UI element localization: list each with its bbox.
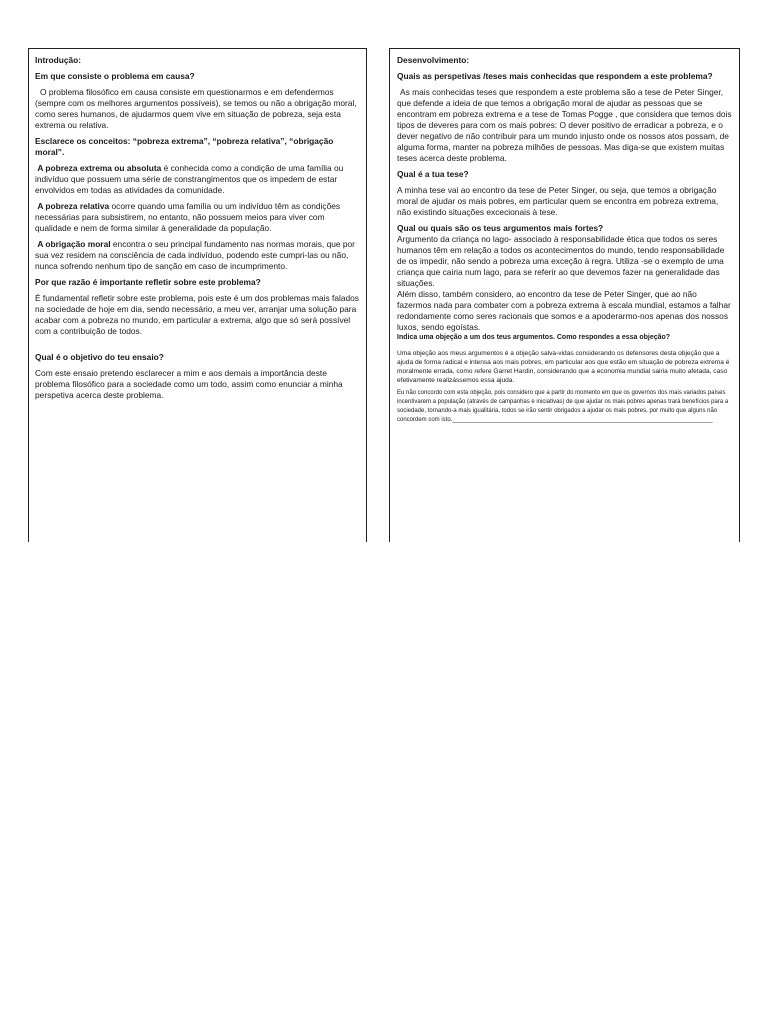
term-moral-obligation: A obrigação moral [37, 239, 111, 249]
intro-heading: Introdução: [35, 55, 82, 65]
development-heading: Desenvolvimento: [397, 55, 470, 65]
question-objection: Indica uma objeção a um dos teus argumentos. Como respondes a essa objeção? [397, 334, 671, 341]
text-relative-poverty: ocorre quando uma família ou um indivíduo têm as condições necessárias para subsistirem, no entanto, não possuem meios para viver com qualidade e nem de forma similar à generalidade da população. [35, 201, 341, 233]
question-problem: Em que consiste o problema em causa? [35, 71, 195, 81]
term-relative-poverty: A pobreza relativa [37, 201, 110, 211]
left-column [28, 48, 367, 542]
question-arguments: Qual ou quais são os teus argumentos mais fortes? [397, 223, 604, 233]
right-column [389, 48, 740, 542]
definition-relative-poverty [35, 201, 360, 234]
answer-objection: Uma objeção aos meus argumentos é a objeção salva-vidas considerando os defensores desta objeção que a ajuda de forma radical e intensa aos mais pobres, em particular aos que estão em situação de pobreza extrema é moralmente errada, como refere Garret Hardin, considerando que a economia mundial sairia muito afetada, caso efetivamente realizássemos essa ajuda. [397, 350, 730, 384]
definition-moral-obligation [35, 239, 360, 272]
term-extreme-poverty: A pobreza extrema ou absoluta [37, 163, 162, 173]
question-thesis: Qual é a tua tese? [397, 169, 469, 179]
answer-perspectives: As mais conhecidas teses que respondem a este problema são a tese de Peter Singer, que defende a ideia de que temos a obrigação moral de ajudar as pessoas que se encontram em pobreza extrema e a tese de Tomas Pogge , que considera que temos dois tipos de deveres para com os mais pobres: O dever positivo de erradicar a pobreza, e o dever negativo de não contribuir para um mundo injusto onde os nossos atos possam, de alguma forma, manter na pobreza milhões de pessoas. Mas diga-se que existem muitas teses acerca deste problema. [397, 87, 732, 163]
question-objective: Qual é o objetivo do teu ensaio? [35, 352, 164, 362]
answer-reply: Eu não concordo com esta objeção, pois considero que a partir do momento em que os governos dos mais variados países incentivarem a população (através de campanhas e iniciativas) de que ajudar os mais pobres apenas trará benefícios para a sociedade, tornando-a mais igualitária, todos se irão sentir obrigados a ajudar os mais pobres, por muito que alguns não concordem com isto.______________________________________________________________________________ [397, 390, 729, 423]
question-concepts: Esclarece os conceitos: “pobreza extrema”, “pobreza relativa”, “obrigação moral”. [35, 136, 334, 157]
answer-objective: Com este ensaio pretendo esclarecer a mim e aos demais a importância deste problema filosófico para a sociedade como um todo, assim como enunciar a minha perspetiva acerca deste problema. [35, 368, 343, 400]
question-importance: Por que razão é importante refletir sobre este problema? [35, 277, 261, 287]
answer-importance: É fundamental refletir sobre este problema, pois este é um dos problemas mais falados na sociedade de hoje em dia, sendo necessário, a meu ver, arranjar uma solução para acabar com a pobreza no mundo, em particular a extrema, algo que só será possível com a contribuição de todos. [35, 293, 359, 336]
definition-extreme-poverty [35, 163, 360, 196]
question-perspectives: Quais as perspetivas /teses mais conhecidas que respondem a este problema? [397, 71, 713, 81]
argument-singer: Além disso, também considero, ao encontro da tese de Peter Singer, que ao não fazermos nada para combater com a pobreza extrema à escala mundial, estamos a falhar redondamente como seres racionais que somos e a apoderarmo-nos apenas dos nossos luxos, sendo egoístas. [397, 289, 731, 332]
answer-thesis: A minha tese vai ao encontro da tese de Peter Singer, ou seja, que temos a obrigação moral de ajudar os mais pobres, em particular quem se encontra em pobreza extrema, não existindo situações excecionais à tese. [397, 185, 719, 217]
answer-problem: O problema filosófico em causa consiste em questionarmos e em defendermos (sempre com os melhores argumentos possíveis), se temos ou não a obrigação moral, como seres humanos, de ajudarmos quem vive em situação de pobreza, seja esta extrema ou relativa. [35, 87, 357, 130]
text-extreme-poverty: é conhecida como a condição de uma família ou indivíduo que possuem uma série de constrangimentos que os impedem de estar envolvidos em todas as atividades da comunidade. [35, 163, 344, 195]
argument-child-lake: Argumento da criança no lago- associado à responsabilidade ética que todos os seres humanos têm em relação a todos os acontecimentos do mundo, tendo responsabilidade de os impedir, não sendo a pobreza uma exceção à regra. Utiliza -se o exemplo de uma criança que cairia num lago, para se referir ao que devemos fazer na generalidade das situações. [397, 234, 725, 288]
text-moral-obligation: encontra o seu principal fundamento nas normas morais, que por sua vez residem na consciência de cada indivíduo, podendo este cumpri-las ou não, nunca sofrendo nenhum tipo de sanção em caso de incumprimento. [35, 239, 355, 271]
